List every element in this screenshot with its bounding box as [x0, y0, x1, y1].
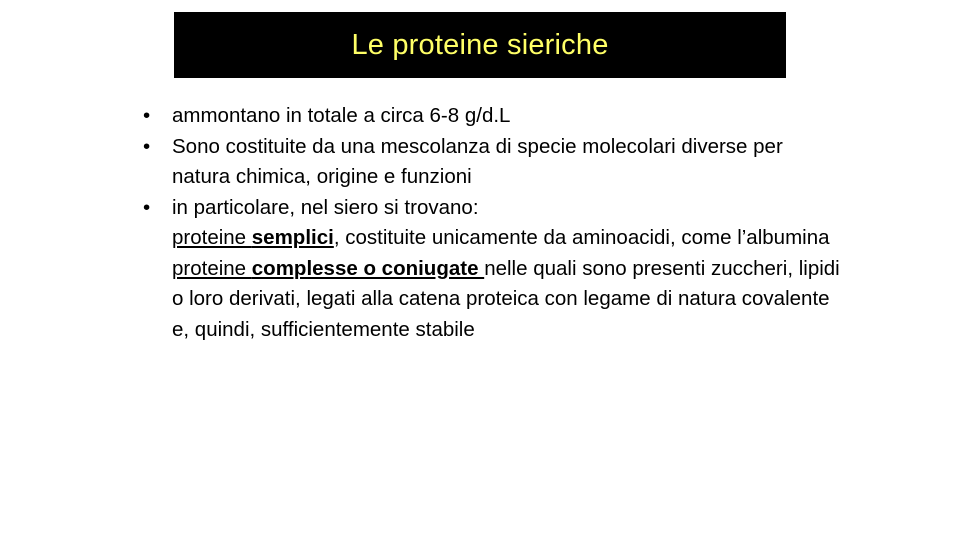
sub-paragraph-simple-proteins — [172, 223, 843, 254]
slide-title: Le proteine sieriche — [351, 28, 609, 61]
title-banner — [174, 12, 786, 78]
bullet-text: in particolare, nel siero si trovano: — [172, 195, 479, 219]
sub-rest: , costituite unicamente da aminoacidi, come l’albumina — [333, 226, 830, 249]
sub-keyword: semplici — [251, 226, 334, 249]
sub-paragraph-complex-proteins — [172, 254, 843, 346]
bullet-marker: • — [143, 134, 151, 158]
slide-content — [143, 101, 843, 345]
bullet-text: ammontano in totale a circa 6-8 g/d.L — [172, 104, 511, 127]
bullet-item — [143, 193, 843, 224]
bullet-marker: • — [143, 195, 151, 219]
sub-rest: nelle quali sono presenti zuccheri, lipidi o loro derivati, legati alla catena proteica con legame di natura covalente e, quindi, sufficientemente stabile — [172, 256, 840, 341]
bullet-item — [143, 132, 843, 193]
sub-prefix: proteine — [172, 256, 252, 280]
bullet-text: Sono costituite da una mescolanza di specie molecolari diverse per natura chimica, origine e funzioni — [172, 134, 783, 188]
bullet-marker: • — [143, 104, 151, 127]
sub-keyword: complesse o coniugate — [251, 256, 485, 280]
bullet-item — [143, 101, 843, 132]
sub-prefix: proteine — [172, 226, 252, 249]
